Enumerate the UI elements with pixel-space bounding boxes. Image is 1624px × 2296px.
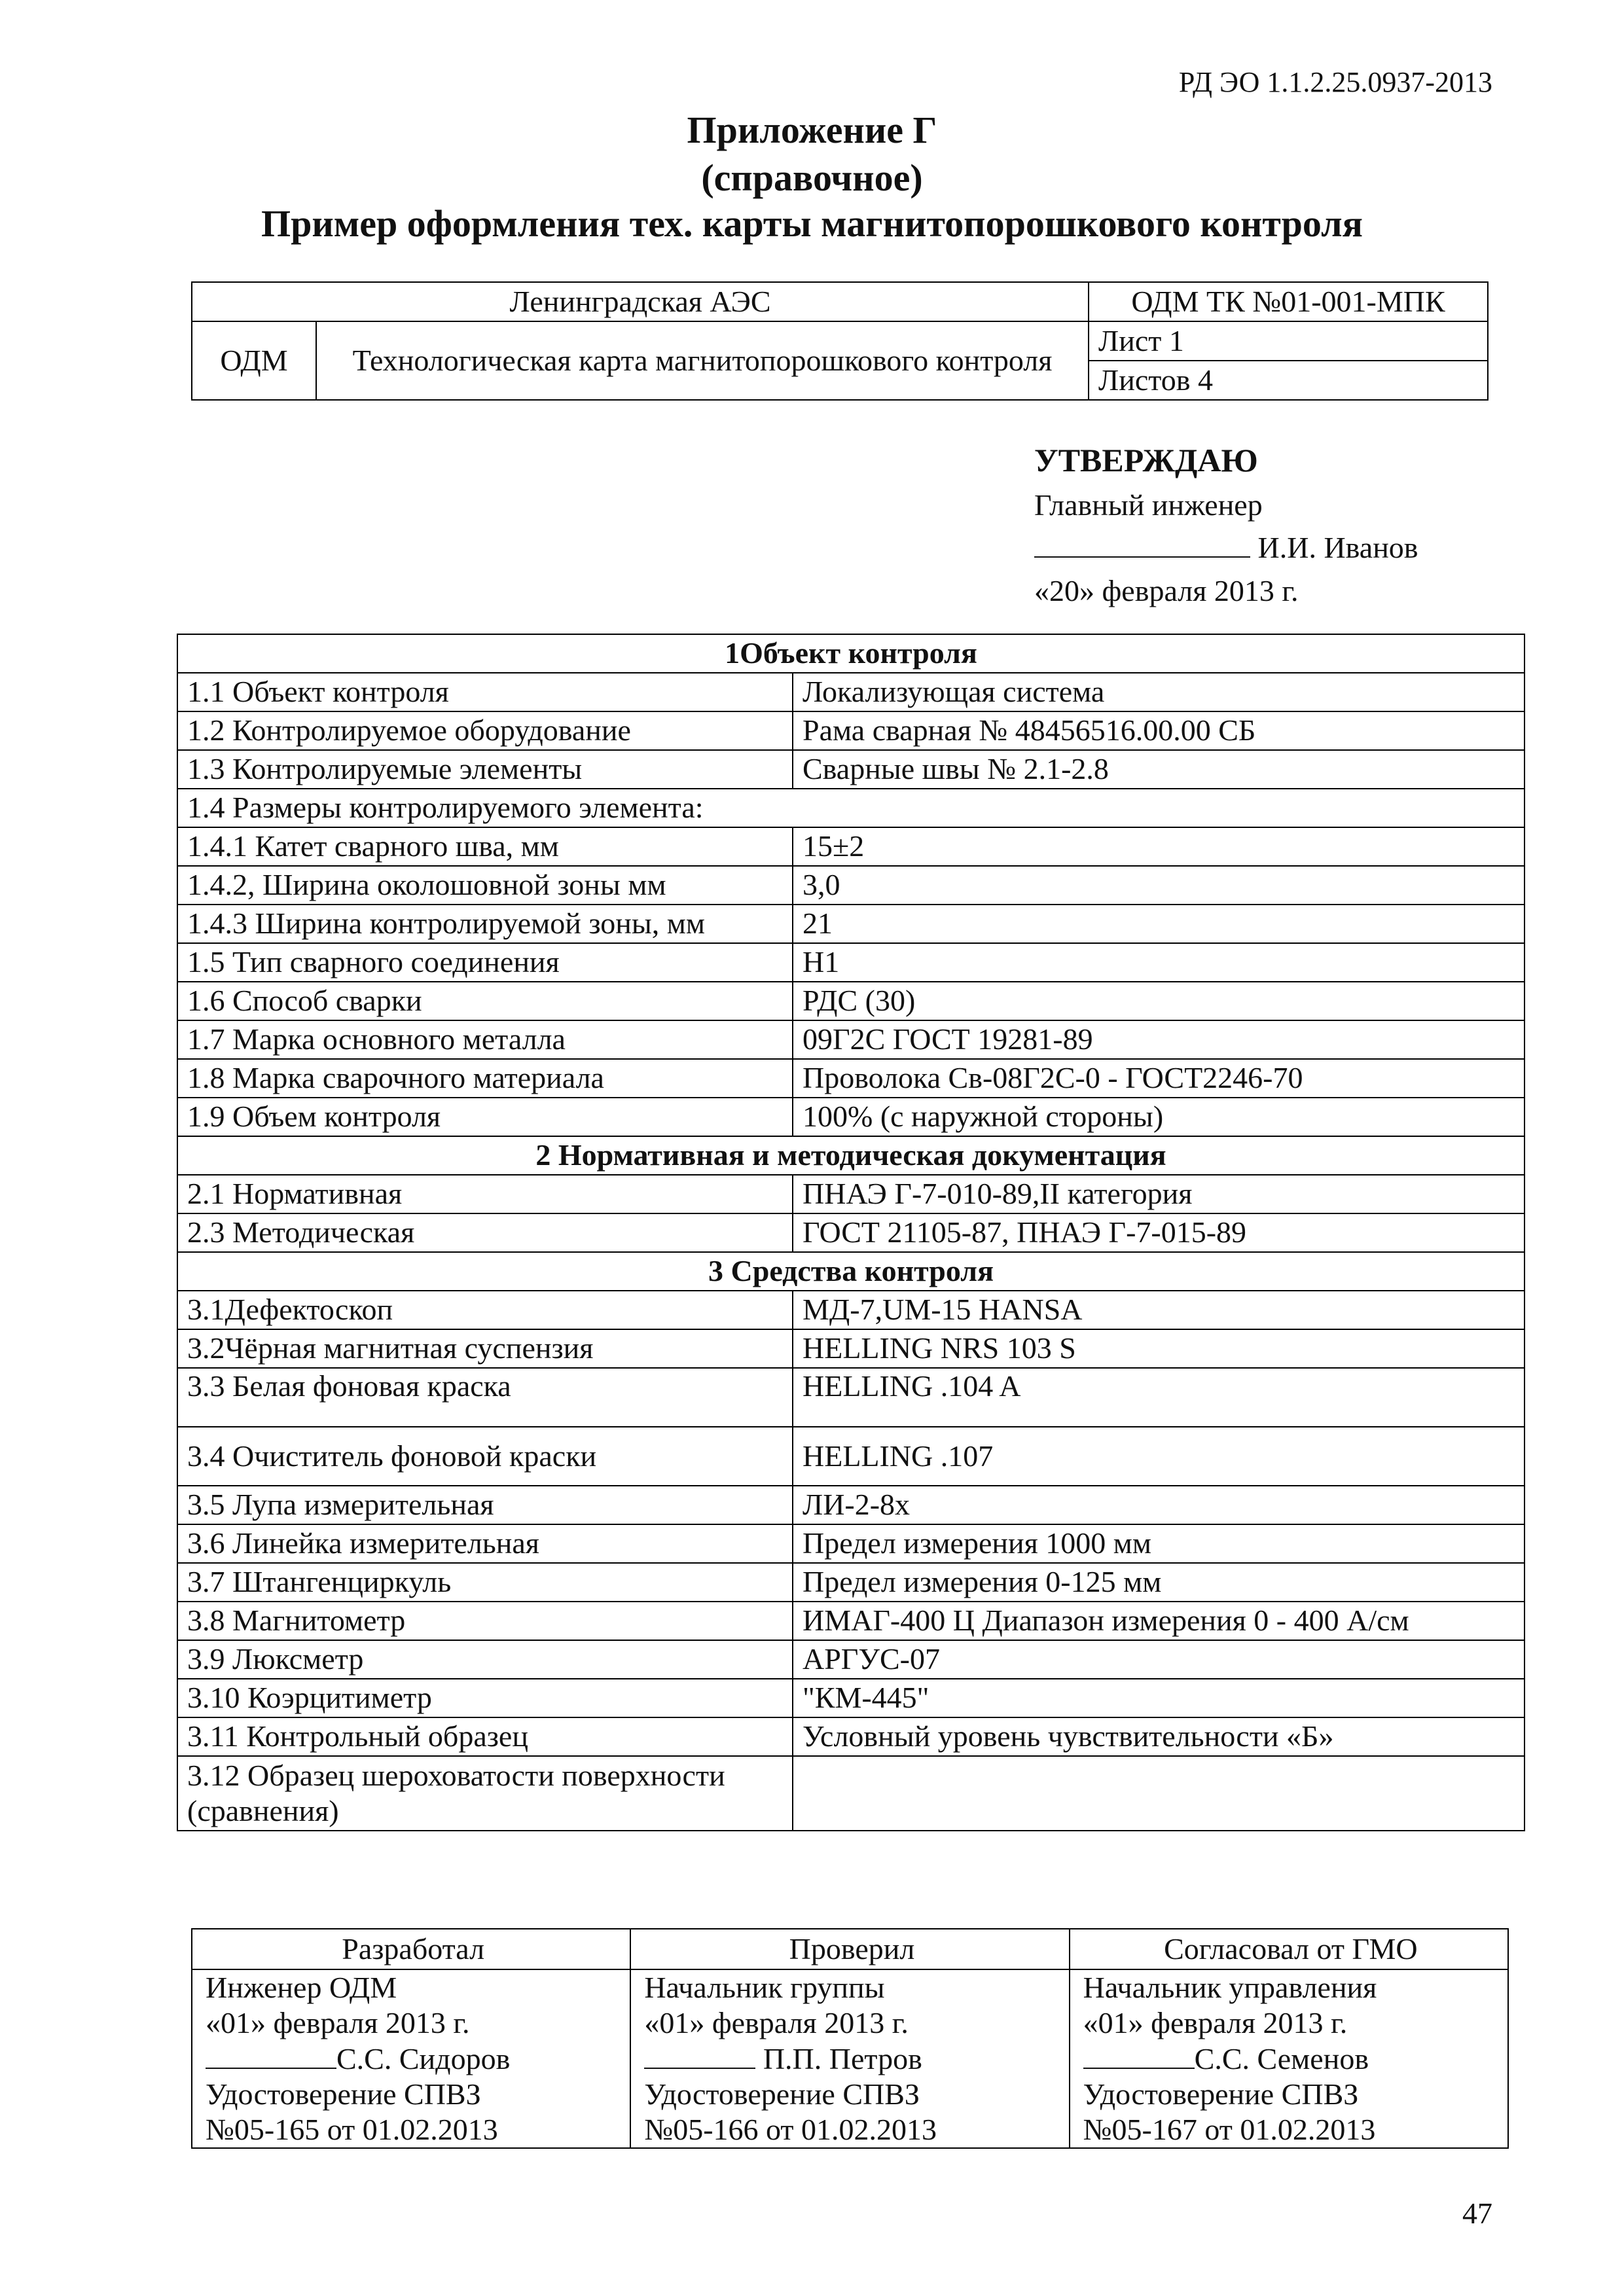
table-row: 1.4.1 Катет сварного шва, мм 15±2 [177, 827, 1525, 866]
table-row: 3.12 Образец шероховатости поверхности (сравнения) [177, 1756, 1525, 1831]
table-row: 1.2 Контролируемое оборудование Рама сварная № 48456516.00.00 СБ [177, 711, 1525, 750]
checker-block: Начальник группы «01» февраля 2013 г. П.П. Петров Удостоверение СПВЗ №05-166 от 01.02.2013 [630, 1969, 1069, 2148]
signature-underline [206, 2041, 336, 2069]
table-row: 3.11 Контрольный образец Условный уровень чувствительности «Б» [177, 1717, 1525, 1756]
signature-underline [1083, 2041, 1195, 2069]
table-row: 1.4.2, Ширина околошовной зоны мм 3,0 [177, 866, 1525, 905]
table-row: 3.7 Штангенциркуль Предел измерения 0-125 мм [177, 1563, 1525, 1602]
table-row: 1.9 Объем контроля 100% (с наружной стороны) [177, 1098, 1525, 1136]
signature-underline [644, 2041, 755, 2069]
table-row: 3.2Чёрная магнитная суспензия HELLING NRS 103 S [177, 1329, 1525, 1368]
developed-by-header: Разработал [192, 1929, 630, 1969]
header-table [191, 281, 1489, 401]
card-title: Технологическая карта магнитопорошкового контроля [316, 321, 1089, 400]
table-row: 1.1 Объект контроля Локализующая система [177, 673, 1525, 711]
approver-gmo-block: Начальник управления «01» февраля 2013 г. С.С. Семенов Удостоверение СПВЗ №05-167 от 01.02.2013 [1070, 1969, 1508, 2148]
sheet-number: Лист 1 [1089, 321, 1488, 361]
table-row: 3.4 Очиститель фоновой краски HELLING .107 [177, 1427, 1525, 1486]
department: ОДМ [192, 321, 316, 400]
table-row: 2.1 Нормативная ПНАЭ Г-7-010-89,II категория [177, 1175, 1525, 1213]
section-header: 1Объект контроля [177, 634, 1525, 673]
table-row: 1.4 Размеры контролируемого элемента: [177, 789, 1525, 827]
appendix-subtitle: (справочное) [701, 156, 923, 199]
section-header: 3 Средства контроля [177, 1252, 1525, 1291]
table-row: 1.8 Марка сварочного материала Проволока Св-08Г2С-0 - ГОСТ2246-70 [177, 1059, 1525, 1098]
table-row: 3.5 Лупа измерительная ЛИ-2-8х [177, 1486, 1525, 1524]
signature-underline [1034, 528, 1250, 558]
table-row: 3.1Дефектоскоп МД-7,UM-15 HANSA [177, 1291, 1525, 1329]
table-row: 1.3 Контролируемые элементы Сварные швы № 2.1-2.8 [177, 750, 1525, 789]
sheet-count: Листов 4 [1089, 361, 1488, 400]
table-row: 2.3 Методическая ГОСТ 21105-87, ПНАЭ Г-7-015-89 [177, 1213, 1525, 1252]
table-row: 3.6 Линейка измерительная Предел измерения 1000 мм [177, 1524, 1525, 1563]
approver-signature-line [1034, 526, 1418, 569]
card-number: ОДМ ТК №01-001-МПК [1089, 282, 1488, 321]
approver-position: Главный инженер [1034, 488, 1263, 522]
approval-block [1034, 437, 1418, 612]
checked-by-header: Проверил [630, 1929, 1069, 1969]
developer-block: Инженер ОДМ «01» февраля 2013 г. С.С. Сидоров Удостоверение СПВЗ №05-165 от 01.02.2013 [192, 1969, 630, 2148]
table-row: 3.9 Люксметр АРГУС-07 [177, 1640, 1525, 1679]
table-row: 3.10 Коэрцитиметр "КМ-445" [177, 1679, 1525, 1717]
approval-date: «20» февраля 2013 г. [1034, 573, 1299, 607]
page-number: 47 [1462, 2197, 1492, 2230]
table-row: 1.6 Способ сварки РДС (30) [177, 982, 1525, 1020]
plant-name: Ленинградская АЭС [192, 282, 1089, 321]
approval-heading: УТВЕРЖДАЮ [1034, 442, 1258, 478]
table-row: 1.4.3 Ширина контролируемой зоны, мм 21 [177, 905, 1525, 943]
agreed-by-header: Согласовал от ГМО [1070, 1929, 1508, 1969]
table-row: 3.8 Магнитометр ИМАГ-400 Ц Диапазон измерения 0 - 400 А/см [177, 1602, 1525, 1640]
control-card-table [177, 634, 1525, 1831]
appendix-title: Приложение Г [687, 109, 937, 151]
section-header: 2 Нормативная и методическая документация [177, 1136, 1525, 1175]
table-row: 3.3 Белая фоновая краска HELLING .104 A [177, 1368, 1525, 1427]
page-title: Пример оформления тех. карты магнитопорошкового контроля [261, 202, 1363, 245]
table-row: 1.7 Марка основного металла 09Г2С ГОСТ 19281-89 [177, 1020, 1525, 1059]
table-row: 1.5 Тип сварного соединения Н1 [177, 943, 1525, 982]
document-code: РД ЭО 1.1.2.25.0937-2013 [1178, 66, 1492, 98]
signatures-table [191, 1928, 1509, 2149]
approver-name: И.И. Иванов [1257, 531, 1418, 565]
